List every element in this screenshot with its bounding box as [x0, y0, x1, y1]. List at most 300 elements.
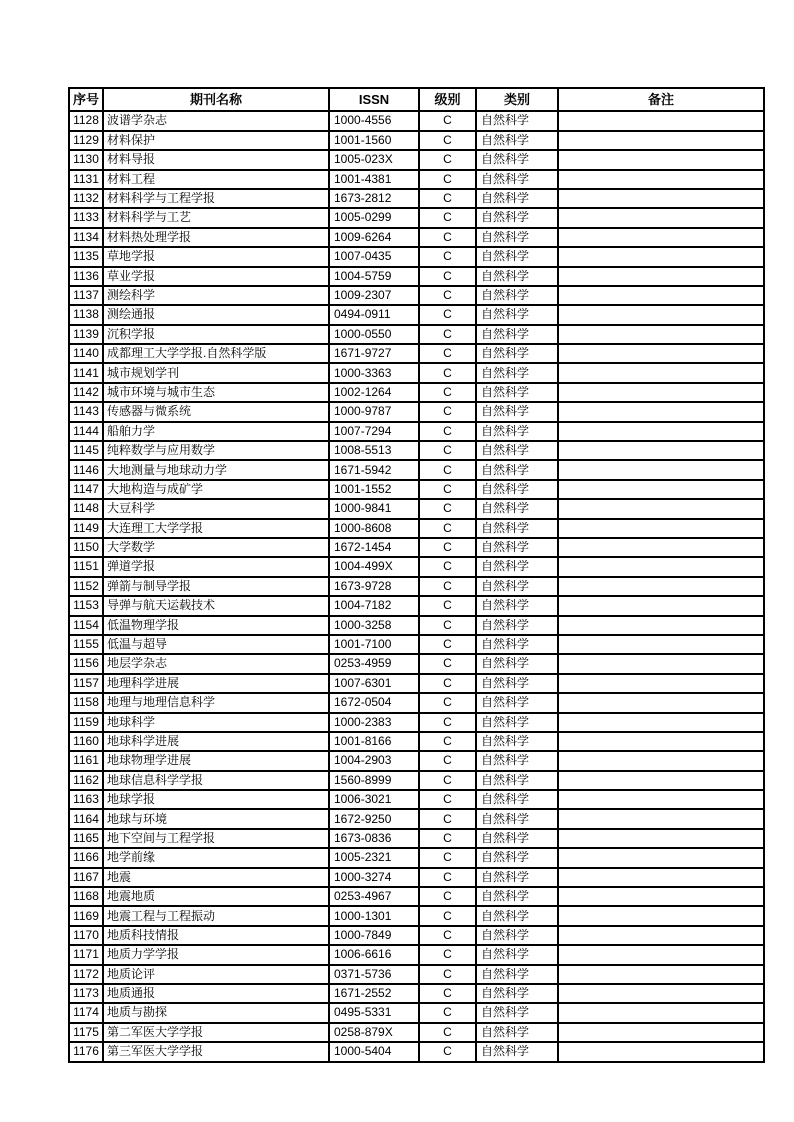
cell-remark — [558, 150, 764, 169]
cell-category: 自然科学 — [476, 267, 558, 286]
table-row — [69, 131, 764, 150]
cell-name: 地震工程与工程振动 — [103, 906, 329, 925]
table-row — [69, 616, 764, 635]
cell-level: C — [419, 363, 476, 382]
cell-issn: 1001-4381 — [329, 170, 419, 189]
cell-category: 自然科学 — [476, 713, 558, 732]
cell-remark — [558, 596, 764, 615]
cell-name: 纯粹数学与应用数学 — [103, 441, 329, 460]
cell-category: 自然科学 — [476, 751, 558, 770]
table-row — [69, 538, 764, 557]
cell-index: 1134 — [69, 228, 103, 247]
cell-category: 自然科学 — [476, 111, 558, 130]
column-header-name: 期刊名称 — [103, 88, 329, 111]
cell-index: 1170 — [69, 926, 103, 945]
cell-index: 1138 — [69, 305, 103, 324]
cell-level: C — [419, 829, 476, 848]
cell-level: C — [419, 635, 476, 654]
cell-remark — [558, 383, 764, 402]
column-header-level: 级别 — [419, 88, 476, 111]
cell-name: 第三军医大学学报 — [103, 1042, 329, 1061]
cell-category: 自然科学 — [476, 732, 558, 751]
cell-level: C — [419, 519, 476, 538]
cell-index: 1136 — [69, 267, 103, 286]
cell-category: 自然科学 — [476, 771, 558, 790]
table-row — [69, 170, 764, 189]
table-row — [69, 674, 764, 693]
cell-name: 地质与勘探 — [103, 1003, 329, 1022]
table-row — [69, 247, 764, 266]
cell-issn: 0371-5736 — [329, 965, 419, 984]
cell-issn: 1004-499X — [329, 557, 419, 576]
cell-category: 自然科学 — [476, 906, 558, 925]
cell-category: 自然科学 — [476, 848, 558, 867]
cell-level: C — [419, 809, 476, 828]
table-header — [69, 88, 764, 111]
cell-category: 自然科学 — [476, 654, 558, 673]
cell-remark — [558, 480, 764, 499]
cell-index: 1167 — [69, 868, 103, 887]
cell-issn: 1000-4556 — [329, 111, 419, 130]
cell-index: 1141 — [69, 363, 103, 382]
cell-level: C — [419, 111, 476, 130]
cell-category: 自然科学 — [476, 790, 558, 809]
table-row — [69, 441, 764, 460]
cell-name: 草业学报 — [103, 267, 329, 286]
table-row — [69, 771, 764, 790]
cell-category: 自然科学 — [476, 693, 558, 712]
cell-issn: 1007-0435 — [329, 247, 419, 266]
cell-remark — [558, 228, 764, 247]
cell-issn: 1673-9728 — [329, 577, 419, 596]
cell-index: 1175 — [69, 1023, 103, 1042]
table-row — [69, 325, 764, 344]
cell-category: 自然科学 — [476, 228, 558, 247]
cell-name: 传感器与微系统 — [103, 402, 329, 421]
cell-index: 1164 — [69, 809, 103, 828]
cell-name: 材料热处理学报 — [103, 228, 329, 247]
cell-index: 1135 — [69, 247, 103, 266]
cell-issn: 1000-3258 — [329, 616, 419, 635]
cell-issn: 1671-9727 — [329, 344, 419, 363]
cell-remark — [558, 809, 764, 828]
table-row — [69, 732, 764, 751]
cell-name: 弹道学报 — [103, 557, 329, 576]
cell-level: C — [419, 654, 476, 673]
table-row — [69, 422, 764, 441]
cell-remark — [558, 1023, 764, 1042]
cell-remark — [558, 829, 764, 848]
cell-name: 沉积学报 — [103, 325, 329, 344]
cell-index: 1131 — [69, 170, 103, 189]
cell-issn: 1004-5759 — [329, 267, 419, 286]
cell-remark — [558, 654, 764, 673]
cell-category: 自然科学 — [476, 635, 558, 654]
cell-remark — [558, 208, 764, 227]
cell-issn: 1005-023X — [329, 150, 419, 169]
cell-remark — [558, 441, 764, 460]
cell-level: C — [419, 131, 476, 150]
journal-table — [68, 87, 765, 1063]
cell-level: C — [419, 1023, 476, 1042]
cell-issn: 1001-8166 — [329, 732, 419, 751]
cell-category: 自然科学 — [476, 189, 558, 208]
cell-remark — [558, 538, 764, 557]
cell-name: 地震 — [103, 868, 329, 887]
cell-level: C — [419, 499, 476, 518]
cell-remark — [558, 170, 764, 189]
cell-level: C — [419, 751, 476, 770]
cell-name: 地理与地理信息科学 — [103, 693, 329, 712]
table-row — [69, 945, 764, 964]
cell-issn: 1672-0504 — [329, 693, 419, 712]
cell-level: C — [419, 674, 476, 693]
cell-issn: 1008-5513 — [329, 441, 419, 460]
cell-remark — [558, 926, 764, 945]
table-row — [69, 383, 764, 402]
cell-category: 自然科学 — [476, 344, 558, 363]
cell-index: 1160 — [69, 732, 103, 751]
cell-category: 自然科学 — [476, 945, 558, 964]
cell-category: 自然科学 — [476, 674, 558, 693]
cell-name: 导弹与航天运载技术 — [103, 596, 329, 615]
cell-level: C — [419, 713, 476, 732]
cell-category: 自然科学 — [476, 557, 558, 576]
cell-index: 1158 — [69, 693, 103, 712]
cell-issn: 1000-2383 — [329, 713, 419, 732]
cell-level: C — [419, 868, 476, 887]
cell-level: C — [419, 150, 476, 169]
cell-issn: 1673-2812 — [329, 189, 419, 208]
cell-index: 1148 — [69, 499, 103, 518]
cell-index: 1147 — [69, 480, 103, 499]
cell-issn: 0253-4959 — [329, 654, 419, 673]
cell-index: 1156 — [69, 654, 103, 673]
cell-level: C — [419, 1042, 476, 1061]
table-row — [69, 557, 764, 576]
cell-name: 地球信息科学学报 — [103, 771, 329, 790]
column-header-category: 类别 — [476, 88, 558, 111]
cell-category: 自然科学 — [476, 305, 558, 324]
cell-remark — [558, 771, 764, 790]
column-header-issn: ISSN — [329, 88, 419, 111]
cell-index: 1128 — [69, 111, 103, 130]
cell-index: 1159 — [69, 713, 103, 732]
cell-category: 自然科学 — [476, 1042, 558, 1061]
cell-remark — [558, 363, 764, 382]
table-row — [69, 402, 764, 421]
table-row — [69, 499, 764, 518]
cell-remark — [558, 848, 764, 867]
cell-category: 自然科学 — [476, 208, 558, 227]
column-header-remark: 备注 — [558, 88, 764, 111]
cell-remark — [558, 111, 764, 130]
cell-level: C — [419, 460, 476, 479]
table-row — [69, 286, 764, 305]
cell-remark — [558, 732, 764, 751]
cell-index: 1137 — [69, 286, 103, 305]
table-row — [69, 654, 764, 673]
cell-name: 地下空间与工程学报 — [103, 829, 329, 848]
cell-level: C — [419, 577, 476, 596]
cell-level: C — [419, 887, 476, 906]
table-row — [69, 344, 764, 363]
cell-index: 1157 — [69, 674, 103, 693]
table-row — [69, 693, 764, 712]
table-row — [69, 596, 764, 615]
cell-issn: 0253-4967 — [329, 887, 419, 906]
table-row — [69, 926, 764, 945]
cell-name: 地震地质 — [103, 887, 329, 906]
cell-issn: 1000-9787 — [329, 402, 419, 421]
cell-remark — [558, 460, 764, 479]
cell-level: C — [419, 480, 476, 499]
cell-index: 1132 — [69, 189, 103, 208]
cell-level: C — [419, 596, 476, 615]
cell-remark — [558, 945, 764, 964]
cell-issn: 0495-5331 — [329, 1003, 419, 1022]
journal-table-body — [69, 111, 764, 1061]
cell-name: 草地学报 — [103, 247, 329, 266]
cell-issn: 0258-879X — [329, 1023, 419, 1042]
cell-issn: 1000-1301 — [329, 906, 419, 925]
cell-category: 自然科学 — [476, 286, 558, 305]
cell-name: 弹箭与制导学报 — [103, 577, 329, 596]
cell-remark — [558, 189, 764, 208]
cell-category: 自然科学 — [476, 325, 558, 344]
cell-remark — [558, 751, 764, 770]
cell-category: 自然科学 — [476, 596, 558, 615]
cell-index: 1162 — [69, 771, 103, 790]
cell-index: 1176 — [69, 1042, 103, 1061]
cell-level: C — [419, 984, 476, 1003]
cell-level: C — [419, 538, 476, 557]
cell-level: C — [419, 344, 476, 363]
cell-remark — [558, 519, 764, 538]
cell-remark — [558, 344, 764, 363]
cell-issn: 1000-5404 — [329, 1042, 419, 1061]
cell-index: 1130 — [69, 150, 103, 169]
table-row — [69, 228, 764, 247]
cell-remark — [558, 984, 764, 1003]
table-row — [69, 1023, 764, 1042]
cell-level: C — [419, 267, 476, 286]
cell-index: 1151 — [69, 557, 103, 576]
cell-issn: 1006-3021 — [329, 790, 419, 809]
table-row — [69, 984, 764, 1003]
cell-issn: 1004-2903 — [329, 751, 419, 770]
cell-name: 地层学杂志 — [103, 654, 329, 673]
cell-issn: 1560-8999 — [329, 771, 419, 790]
cell-remark — [558, 422, 764, 441]
cell-remark — [558, 577, 764, 596]
cell-name: 测绘科学 — [103, 286, 329, 305]
cell-index: 1144 — [69, 422, 103, 441]
cell-name: 地球科学进展 — [103, 732, 329, 751]
cell-remark — [558, 693, 764, 712]
cell-category: 自然科学 — [476, 1003, 558, 1022]
cell-name: 材料导报 — [103, 150, 329, 169]
cell-name: 地球科学 — [103, 713, 329, 732]
cell-name: 地理科学进展 — [103, 674, 329, 693]
cell-name: 地球物理学进展 — [103, 751, 329, 770]
cell-name: 低温物理学报 — [103, 616, 329, 635]
cell-issn: 1672-9250 — [329, 809, 419, 828]
table-row — [69, 809, 764, 828]
cell-name: 材料工程 — [103, 170, 329, 189]
cell-index: 1146 — [69, 460, 103, 479]
cell-name: 地学前缘 — [103, 848, 329, 867]
cell-remark — [558, 906, 764, 925]
cell-level: C — [419, 170, 476, 189]
cell-level: C — [419, 1003, 476, 1022]
cell-index: 1166 — [69, 848, 103, 867]
cell-level: C — [419, 616, 476, 635]
cell-index: 1171 — [69, 945, 103, 964]
table-row — [69, 848, 764, 867]
cell-issn: 1000-7849 — [329, 926, 419, 945]
cell-issn: 1002-1264 — [329, 383, 419, 402]
cell-category: 自然科学 — [476, 150, 558, 169]
table-row — [69, 305, 764, 324]
table-row — [69, 111, 764, 130]
table-row — [69, 635, 764, 654]
cell-name: 城市环境与城市生态 — [103, 383, 329, 402]
cell-remark — [558, 267, 764, 286]
cell-name: 材料保护 — [103, 131, 329, 150]
cell-index: 1150 — [69, 538, 103, 557]
cell-index: 1173 — [69, 984, 103, 1003]
cell-name: 波谱学杂志 — [103, 111, 329, 130]
cell-category: 自然科学 — [476, 965, 558, 984]
cell-remark — [558, 131, 764, 150]
cell-category: 自然科学 — [476, 1023, 558, 1042]
cell-issn: 1671-5942 — [329, 460, 419, 479]
table-row — [69, 1003, 764, 1022]
cell-name: 大连理工大学学报 — [103, 519, 329, 538]
cell-issn: 1000-8608 — [329, 519, 419, 538]
table-row — [69, 577, 764, 596]
cell-level: C — [419, 965, 476, 984]
cell-remark — [558, 965, 764, 984]
cell-issn: 1005-0299 — [329, 208, 419, 227]
cell-remark — [558, 1003, 764, 1022]
cell-level: C — [419, 848, 476, 867]
cell-remark — [558, 286, 764, 305]
cell-name: 大地构造与成矿学 — [103, 480, 329, 499]
cell-remark — [558, 325, 764, 344]
cell-category: 自然科学 — [476, 809, 558, 828]
table-row — [69, 267, 764, 286]
cell-name: 成都理工大学学报.自然科学版 — [103, 344, 329, 363]
table-row — [69, 829, 764, 848]
cell-level: C — [419, 247, 476, 266]
cell-issn: 1671-2552 — [329, 984, 419, 1003]
cell-name: 地球与环境 — [103, 809, 329, 828]
cell-index: 1154 — [69, 616, 103, 635]
cell-category: 自然科学 — [476, 402, 558, 421]
cell-remark — [558, 247, 764, 266]
cell-name: 地球学报 — [103, 790, 329, 809]
cell-level: C — [419, 286, 476, 305]
cell-category: 自然科学 — [476, 829, 558, 848]
cell-category: 自然科学 — [476, 422, 558, 441]
cell-category: 自然科学 — [476, 170, 558, 189]
table-row — [69, 208, 764, 227]
cell-issn: 1007-7294 — [329, 422, 419, 441]
cell-issn: 1001-1560 — [329, 131, 419, 150]
cell-level: C — [419, 945, 476, 964]
cell-remark — [558, 868, 764, 887]
cell-issn: 1001-1552 — [329, 480, 419, 499]
cell-name: 地质科技情报 — [103, 926, 329, 945]
table-row — [69, 906, 764, 925]
cell-level: C — [419, 228, 476, 247]
cell-issn: 1000-3274 — [329, 868, 419, 887]
table-row — [69, 460, 764, 479]
cell-category: 自然科学 — [476, 926, 558, 945]
cell-index: 1145 — [69, 441, 103, 460]
cell-index: 1153 — [69, 596, 103, 615]
table-row — [69, 363, 764, 382]
cell-name: 地质通报 — [103, 984, 329, 1003]
cell-index: 1174 — [69, 1003, 103, 1022]
cell-level: C — [419, 422, 476, 441]
table-row — [69, 965, 764, 984]
cell-index: 1140 — [69, 344, 103, 363]
cell-category: 自然科学 — [476, 247, 558, 266]
cell-level: C — [419, 771, 476, 790]
cell-name: 船舶力学 — [103, 422, 329, 441]
cell-category: 自然科学 — [476, 984, 558, 1003]
cell-remark — [558, 616, 764, 635]
cell-issn: 1005-2321 — [329, 848, 419, 867]
cell-level: C — [419, 189, 476, 208]
table-row — [69, 751, 764, 770]
cell-issn: 1009-2307 — [329, 286, 419, 305]
cell-name: 材料科学与工程学报 — [103, 189, 329, 208]
cell-category: 自然科学 — [476, 868, 558, 887]
table-row — [69, 868, 764, 887]
cell-remark — [558, 557, 764, 576]
cell-index: 1143 — [69, 402, 103, 421]
table-row — [69, 713, 764, 732]
cell-issn: 1000-0550 — [329, 325, 419, 344]
cell-issn: 0494-0911 — [329, 305, 419, 324]
cell-category: 自然科学 — [476, 616, 558, 635]
cell-index: 1133 — [69, 208, 103, 227]
cell-remark — [558, 402, 764, 421]
cell-category: 自然科学 — [476, 887, 558, 906]
cell-name: 低温与超导 — [103, 635, 329, 654]
table-row — [69, 189, 764, 208]
cell-category: 自然科学 — [476, 519, 558, 538]
cell-index: 1155 — [69, 635, 103, 654]
cell-level: C — [419, 325, 476, 344]
cell-level: C — [419, 383, 476, 402]
table-row — [69, 1042, 764, 1061]
cell-name: 城市规划学刊 — [103, 363, 329, 382]
cell-remark — [558, 635, 764, 654]
cell-issn: 1001-7100 — [329, 635, 419, 654]
cell-category: 自然科学 — [476, 499, 558, 518]
cell-remark — [558, 674, 764, 693]
cell-issn: 1672-1454 — [329, 538, 419, 557]
cell-level: C — [419, 790, 476, 809]
cell-remark — [558, 1042, 764, 1061]
cell-index: 1172 — [69, 965, 103, 984]
cell-category: 自然科学 — [476, 577, 558, 596]
